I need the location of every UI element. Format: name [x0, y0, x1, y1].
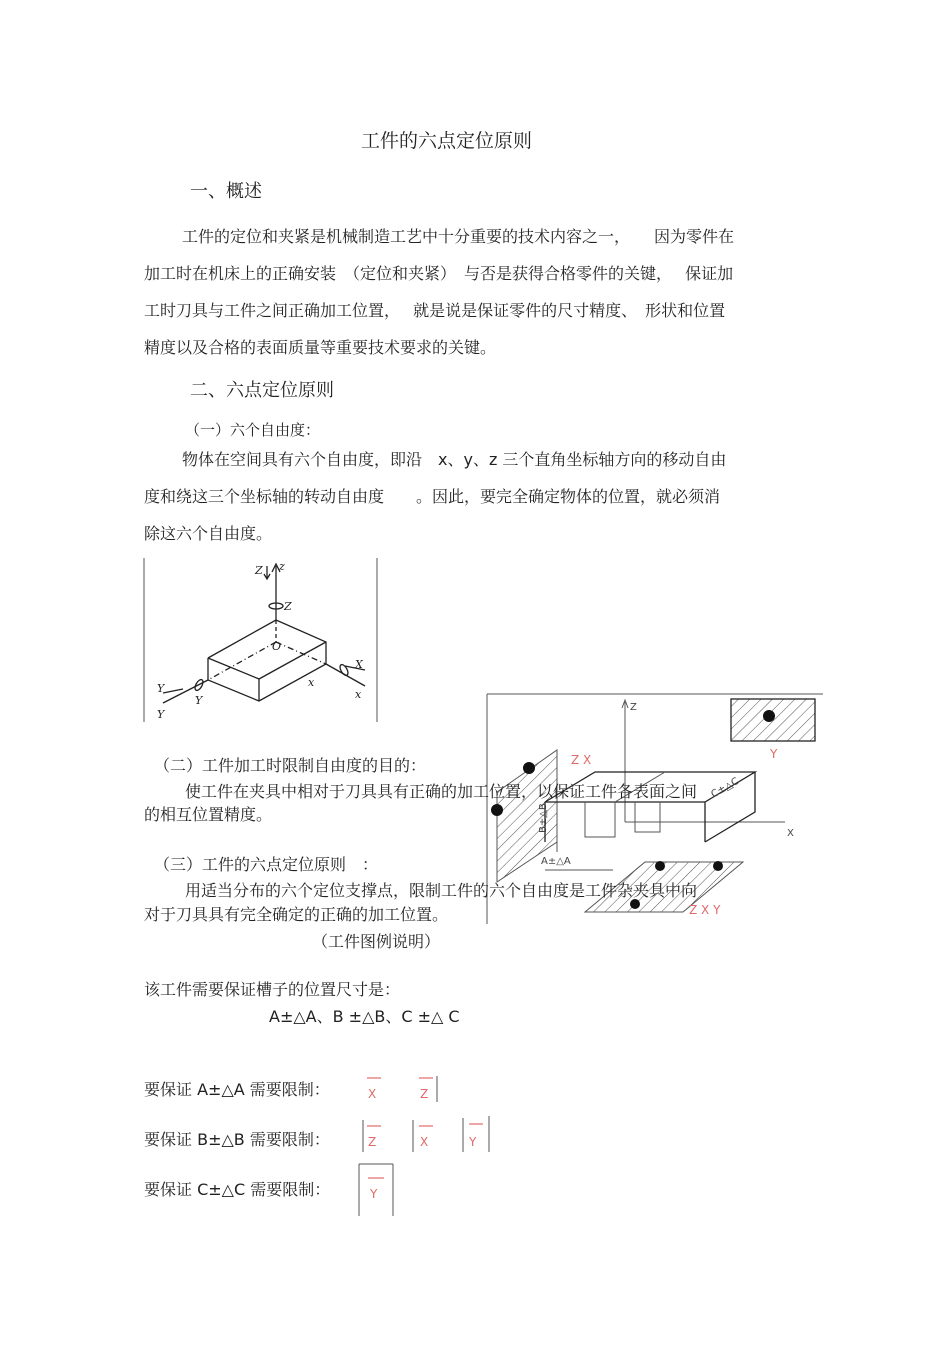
- z-axis-label: z: [279, 560, 285, 573]
- row-b-symbol-y: [463, 1116, 489, 1152]
- fig2-dim-b: B±△B: [538, 803, 549, 833]
- svg-text:X: X: [420, 1135, 429, 1149]
- x-rotation-label: x: [308, 676, 315, 689]
- fig2-dim-a: A±△A: [541, 856, 571, 867]
- requirement-symbols: [355, 1070, 505, 1220]
- fig2-x-label: X: [787, 828, 794, 839]
- subsection-2-line-2: 的相互位置精度。: [144, 805, 273, 824]
- origin-label: O: [272, 640, 282, 653]
- x-axis-label: x: [355, 688, 362, 701]
- svg-text:Y: Y: [469, 1135, 477, 1149]
- section-1-heading: 一、概述: [190, 181, 262, 202]
- svg-text:X: X: [368, 1087, 377, 1101]
- svg-text:Z: Z: [368, 1135, 377, 1149]
- requirement-row-b-label: 要保证 B±△B 需要限制：: [144, 1130, 330, 1149]
- y-rotation-label: Y: [195, 694, 203, 707]
- section-1-line-1: 工件的定位和夹紧是机械制造工艺中十分重要的技术内容之一， 因为零件在: [182, 227, 735, 246]
- svg-text:Y: Y: [370, 1187, 378, 1201]
- svg-text:Z: Z: [420, 1087, 429, 1101]
- fig2-red-right: Y: [770, 747, 778, 761]
- section-2-heading: 二、六点定位原则: [190, 380, 334, 401]
- row-b-symbol-x: [413, 1120, 433, 1152]
- subsection-2-line-1: 使工件在夹具中相对于刀具具有正确的加工位置，以保证工件各表面之间: [185, 782, 698, 801]
- x-translation-label: X: [355, 658, 363, 671]
- y-axis-label: Y: [157, 708, 165, 721]
- row-c-symbol-y: [359, 1164, 393, 1216]
- requirement-intro: 该工件需要保证槽子的位置尺寸是：: [144, 980, 401, 999]
- requirement-dims: A±△A、B ±△B、C ±△ C: [269, 1007, 460, 1026]
- fig2-dim-c: C±△C: [709, 775, 741, 801]
- section-1-line-4: 精度以及合格的表面质量等重要技术要求的关键。: [144, 338, 497, 357]
- requirement-row-c-label: 要保证 C±△C 需要限制：: [144, 1180, 331, 1199]
- row-a-symbol-x: [367, 1078, 381, 1101]
- z-translation-label: Z: [255, 564, 263, 577]
- fig2-red-top: Z X: [571, 753, 592, 767]
- y-translation-label: Y: [157, 682, 165, 695]
- section-1-line-3: 工时刀具与工件之间正确加工位置， 就是说是保证零件的尺寸精度、 形状和位置: [144, 301, 726, 320]
- fig2-red-bottom: Z X Y: [689, 903, 721, 917]
- z-rotation-label: Z: [284, 600, 292, 613]
- subsection-3-line-1: 用适当分布的六个定位支撑点，限制工件的六个自由度是工件杂夹具中向: [185, 881, 698, 900]
- subsection-1-heading: （一）六个自由度：: [185, 421, 321, 439]
- subsection-1-line-2: 度和绕这三个坐标轴的转动自由度 。因此，要完全确定物体的位置，就必须消: [144, 487, 721, 506]
- figure-caption: （工件图例说明）: [312, 932, 441, 951]
- row-b-symbol-z: [363, 1120, 381, 1152]
- six-dof-figure: [143, 558, 379, 722]
- subsection-1-line-3: 除这六个自由度。: [144, 524, 273, 543]
- requirement-row-a-label: 要保证 A±△A 需要限制：: [144, 1080, 330, 1099]
- subsection-2-heading: （二）工件加工时限制自由度的目的：: [154, 756, 427, 775]
- row-a-symbol-z: [419, 1076, 437, 1102]
- subsection-3-heading: （三）工件的六点定位原则 ：: [154, 855, 379, 874]
- subsection-3-line-2: 对于刀具具有完全确定的正确的加工位置。: [144, 905, 449, 924]
- page-title: 工件的六点定位原则: [361, 130, 533, 152]
- subsection-1-line-1: 物体在空间具有六个自由度，即沿 x、y、z 三个直角坐标轴方向的移动自由: [182, 450, 727, 469]
- fig2-z-label: Z: [630, 702, 637, 713]
- section-1-line-2: 加工时在机床上的正确安装 （定位和夹紧） 与否是获得合格零件的关键， 保证加: [144, 264, 734, 283]
